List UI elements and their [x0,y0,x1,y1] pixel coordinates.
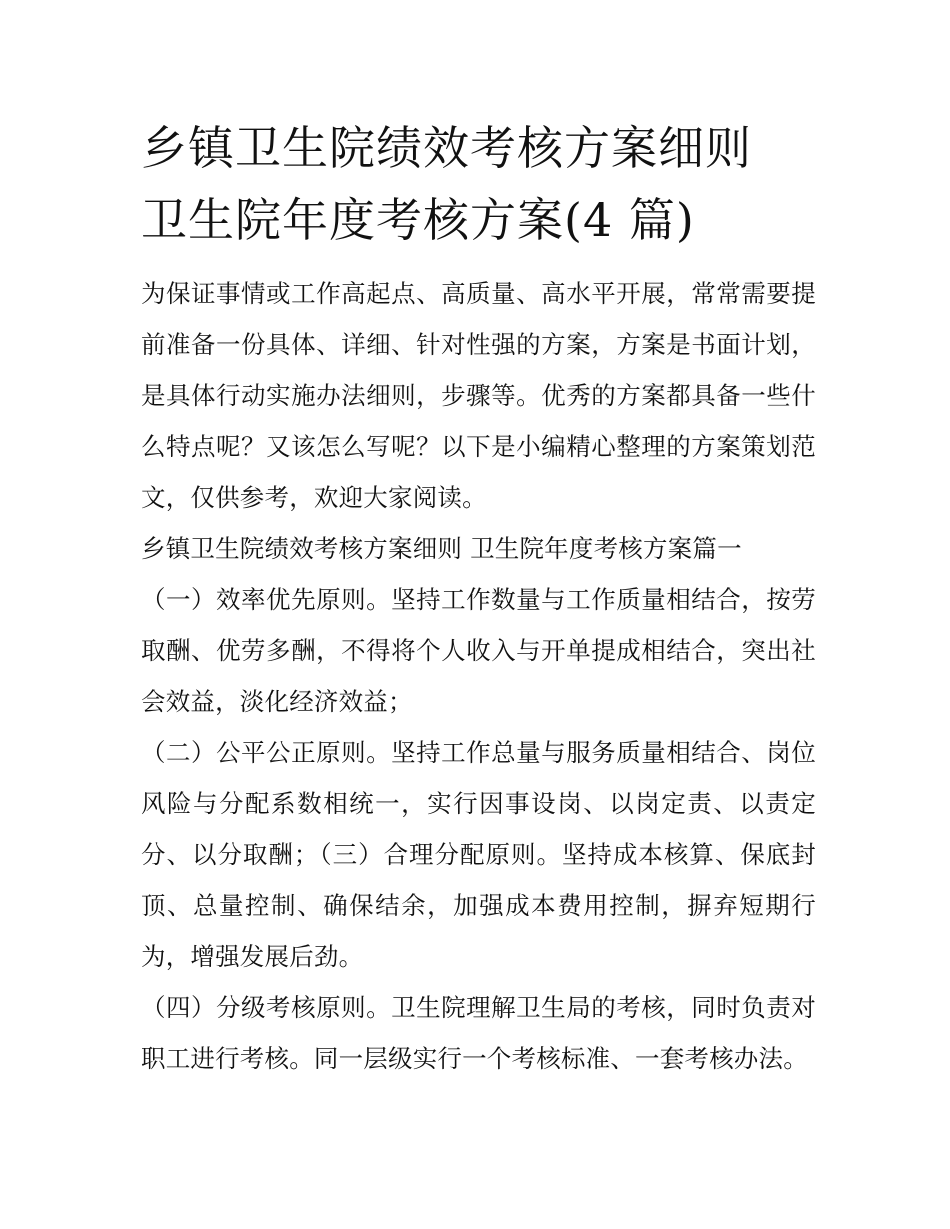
document-title [141,112,816,256]
title-line-1: 乡镇卫生院绩效考核方案细则 [141,121,752,175]
intro-paragraph: 为保证事情或工作高起点、高质量、高水平开展，常常需要提前准备一份具体、详细、针对性强的方案，方案是书面计划，是具体行动实施办法细则，步骤等。优秀的方案都具备一些什么特点呢？又该怎么写呢？以下是小编精心整理的方案策划范文，仅供参考，欢迎大家阅读。 [141,279,816,512]
principle-paragraph-2-3: （二）公平公正原则。坚持工作总量与服务质量相结合、岗位风险与分配系数相统一，实行因事设岗、以岗定责、以责定分、以分取酬；（三）合理分配原则。坚持成本核算、保底封顶、总量控制、确保结余，加强成本费用控制，摒弃短期行为，增强发展后劲。 [141,738,816,971]
principle-paragraph-1: （一）效率优先原则。坚持工作数量与工作质量相结合，按劳取酬、优劳多酬，不得将个人收入与开单提成相结合，突出社会效益，淡化经济效益； [141,585,816,716]
section-heading: 乡镇卫生院绩效考核方案细则 卫生院年度考核方案篇一 [141,534,742,563]
title-line-2: 卫生院年度考核方案(4 篇) [141,193,695,247]
document-page [141,112,816,1084]
principle-paragraph-4: （四）分级考核原则。卫生院理解卫生局的考核，同时负责对职工进行考核。同一层级实行一个考核标准、一套考核办法。 [141,993,816,1073]
